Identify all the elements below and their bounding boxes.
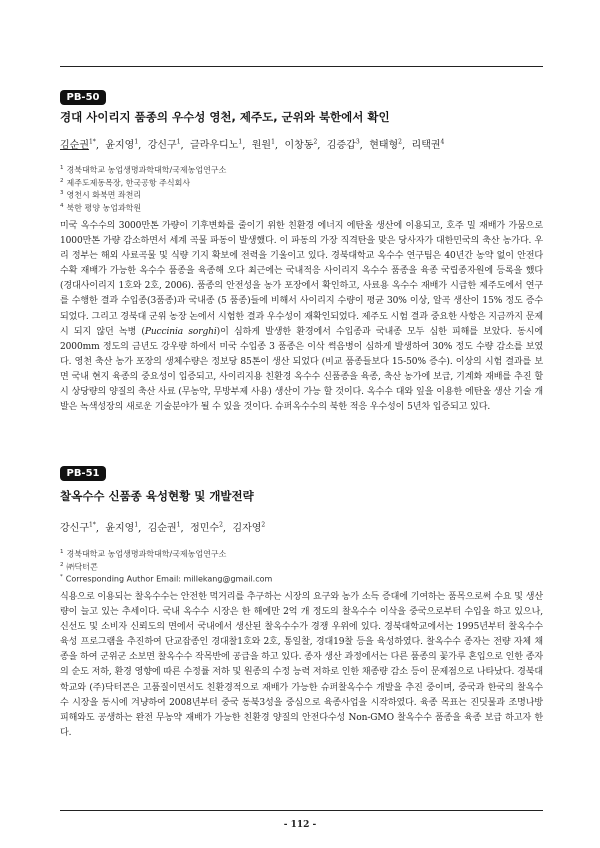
author-name: 강신구 [147,140,177,151]
author-name: 윤지영 [105,523,135,534]
author-affil-mark: 1 [176,138,181,146]
affiliation-item: $^4$ 북한 평양 농업과학원 [60,202,142,213]
abstract-body [60,590,543,741]
author-affil-mark: 3 [355,138,360,146]
abstract-title: 경대 사이리지 품종의 우수성 영천, 제주도, 군위와 북한에서 확인 [60,110,390,124]
author-affil-mark: 1 [134,521,139,529]
author-name: 이창동 [284,140,314,151]
species-name: Puccinia sorghi [144,326,217,337]
abstract-badge: PB-50 [60,90,106,105]
abstract-title: 찰옥수수 신품종 육성현황 및 개발전략 [60,489,254,503]
author-affil-mark: 2 [313,138,318,146]
abstract-badge: PB-51 [60,466,106,481]
author-name: 김순권 [147,523,177,534]
author-name: 리택권 [411,140,441,151]
author-affil-mark: 1* [88,521,96,529]
abstract-body [60,219,543,415]
author-name: 정민수 [190,523,220,534]
author-name: 김증갑 [326,140,356,151]
author-affil-mark: 2 [398,138,402,146]
affiliation-item: * Corresponding Author Email: millekang@gmail.com [60,574,273,584]
author-affil-mark: 2 [261,521,266,529]
author-name: 윤지영 [105,140,135,151]
author-affil-mark: 1 [238,138,243,146]
author-affil-mark: 1 [176,521,181,529]
author-list: 김순권$^{1*}$, 윤지영$^1$, 강신구$^1$, 글라우디노$^1$, 원원$^1$, 이창동$^2$, 김증갑$^3$, 현태형$^2$, 리택권$^4$ [60,138,445,151]
abstract-paragraph: 미국 옥수수의 3000만톤 가량이 기후변화를 줄이기 위한 친환경 에너지 에탄올 생산에 이용되고, 호주 밀 재배가 가뭄으로 1000만톤 가량 감소하면서 세계 곡물 파동이 발생했다. 이 파동의 가장 직격탄을 맞은 당사자가 대한민국의 축산 농가다. 우리 정부는 해외 사료곡물 및 식량 기지 확보에 전력을 기울이고 있다. 경북대학교 옥수수 연구팀은 40년간 농약 없이 안전다수확 재배가 가능한 옥수수 품종을 육종해 오다 최근에는 국내적응 사이리지 옥수수 품종을 육종 국립종자원에 등록을 했다(경대사이리지 1호와 2호, 2006). 품종의 안전성을 농가 포장에서 확인하고, 사료용 옥수수 재배가 시급한 제주도에서 연구를 수행한 결과 수입종(3품종)과 국내종 (5 품종)들에 비해서 사이리지 수량이 평균 30% 이상, 알곡 생산이 15% 정도 증수되었다. 그리고 경북대 군위 농장 논에서 시험한 결과 우수성이 재확인되었다. 제주도 시험 결과 중요한 사항은 지금까지 문제시 되지 않던 녹병 (Puccinia sorghi)이 심하게 발생한 환경에서 수입종과 국내종 모두 심한 피해를 보았다. 동시에 2000mm 정도의 금년도 강우량 하에서 미국 수입종 3 품종은 이삭 썩음병이 심하게 발생하여 30% 정도 수량 감소를 보였다. 영천 축산 농가 포장의 생체수량은 정보당 85톤이 생산 되었다 (비교 품종들보다 15-50% 증수). 이상의 시험 결과를 보면 국내 현지 육종의 중요성이 입증되고, 사이리지용 친환경 옥수수 신품종을 육종, 축산 농가에 보급, 기계화 재배를 추진 할 시 상당량의 양질의 축산 사료 (무농약, 무방부제 사용) 생산이 가능 할 것이다. 옥수수 대와 잎을 이용한 에탄올 생산 기술 개발은 녹색성장의 새로운 기술분야가 될 수 있을 것이다. 슈퍼옥수수의 북한 적응 우수성이 5년차 입증되고 있다. [60,221,543,413]
author-affil-mark: 1 [271,138,275,146]
page-number: - 112 - [283,820,317,830]
author-name: 현태형 [369,140,399,151]
author-list: 강신구$^{1*}$, 윤지영$^1$, 김순권$^1$, 정민수$^2$, 김자영$^2$ [60,521,266,534]
author-affil-mark: 1 [134,138,139,146]
affiliation-list [60,163,543,214]
author-name: 글라우디노 [190,140,239,151]
affiliation-item: $^2$ 제주도제동목장, 한국공항 주식회사 [60,177,191,188]
author-name: 강신구 [60,523,89,534]
footer-rule [60,810,543,811]
author-affil-mark: 1* [88,138,96,146]
author-affil-mark: 4 [440,138,445,146]
affiliation-item: $^1$ 경북대학교 농업생명과학대학/국제농업연구소 [60,549,227,559]
affiliation-list [60,547,543,585]
affiliation-item: $^1$ 경북대학교 농업생명과학대학/국제농업연구소 [60,165,227,175]
header-rule [60,66,543,67]
affiliation-item: $^3$ 영천시 화북면 좌천리 [60,190,142,200]
author-affil-mark: 2 [219,521,223,529]
affiliation-item: $^2$ ㈜닥터콘 [60,561,98,572]
author-name: 김순권 [60,140,89,151]
author-name: 김자영 [232,523,262,534]
abstract-paragraph: 식용으로 이용되는 찰옥수수는 안전한 먹거리를 추구하는 시장의 요구와 농가 소득 증대에 기여하는 품목으로써 수요 및 생산량이 늘고 있는 추세이다. 국내 옥수수 시장은 한 해에만 2억 개 정도의 찰옥수수 이삭을 중국으로부터 수입을 하고 있으나, 신선도 및 소비자 신뢰도의 면에서 국내에서 생산된 찰옥수수가 경쟁 우위에 있다. 경북대학교에서는 1995년부터 찰옥수수 육성 프로그램을 추진하여 단교잡종인 경대찰1호와 2호, 통일찰, 경대19찰 등을 육성하였다. 찰옥수수 종자는 전량 자체 채종을 하여 군위군 소보면 찰옥수수 작목반에 공급을 하고 있다. 종자 생산 과정에서는 다른 품종의 꽃가루 혼입으로 인한 종자의 순도 저하, 환경 영향에 따른 수정률 저하 및 원종의 수정 능력 저하로 인한 채종량 감소 등이 문제점으로 나타났다. 경북대학교와 (주)닥터콘은 고품질이면서도 친환경적으로 재배가 가능한 슈퍼찰옥수수 개발을 추진 중이며, 중국과 한국의 찰옥수수 시장을 동시에 겨냥하여 2008년부터 중국 동북3성을 중심으로 육종사업을 시작하였다. 육종 목표는 진딧물과 조명나방 피해와도 공생하는 완전 무농약 재배가 가능한 친환경 양질의 안전다수성 Non-GMO 찰옥수수 품종을 육종 보급 하고자 한다. [60,592,543,738]
author-name: 원원 [251,140,272,151]
